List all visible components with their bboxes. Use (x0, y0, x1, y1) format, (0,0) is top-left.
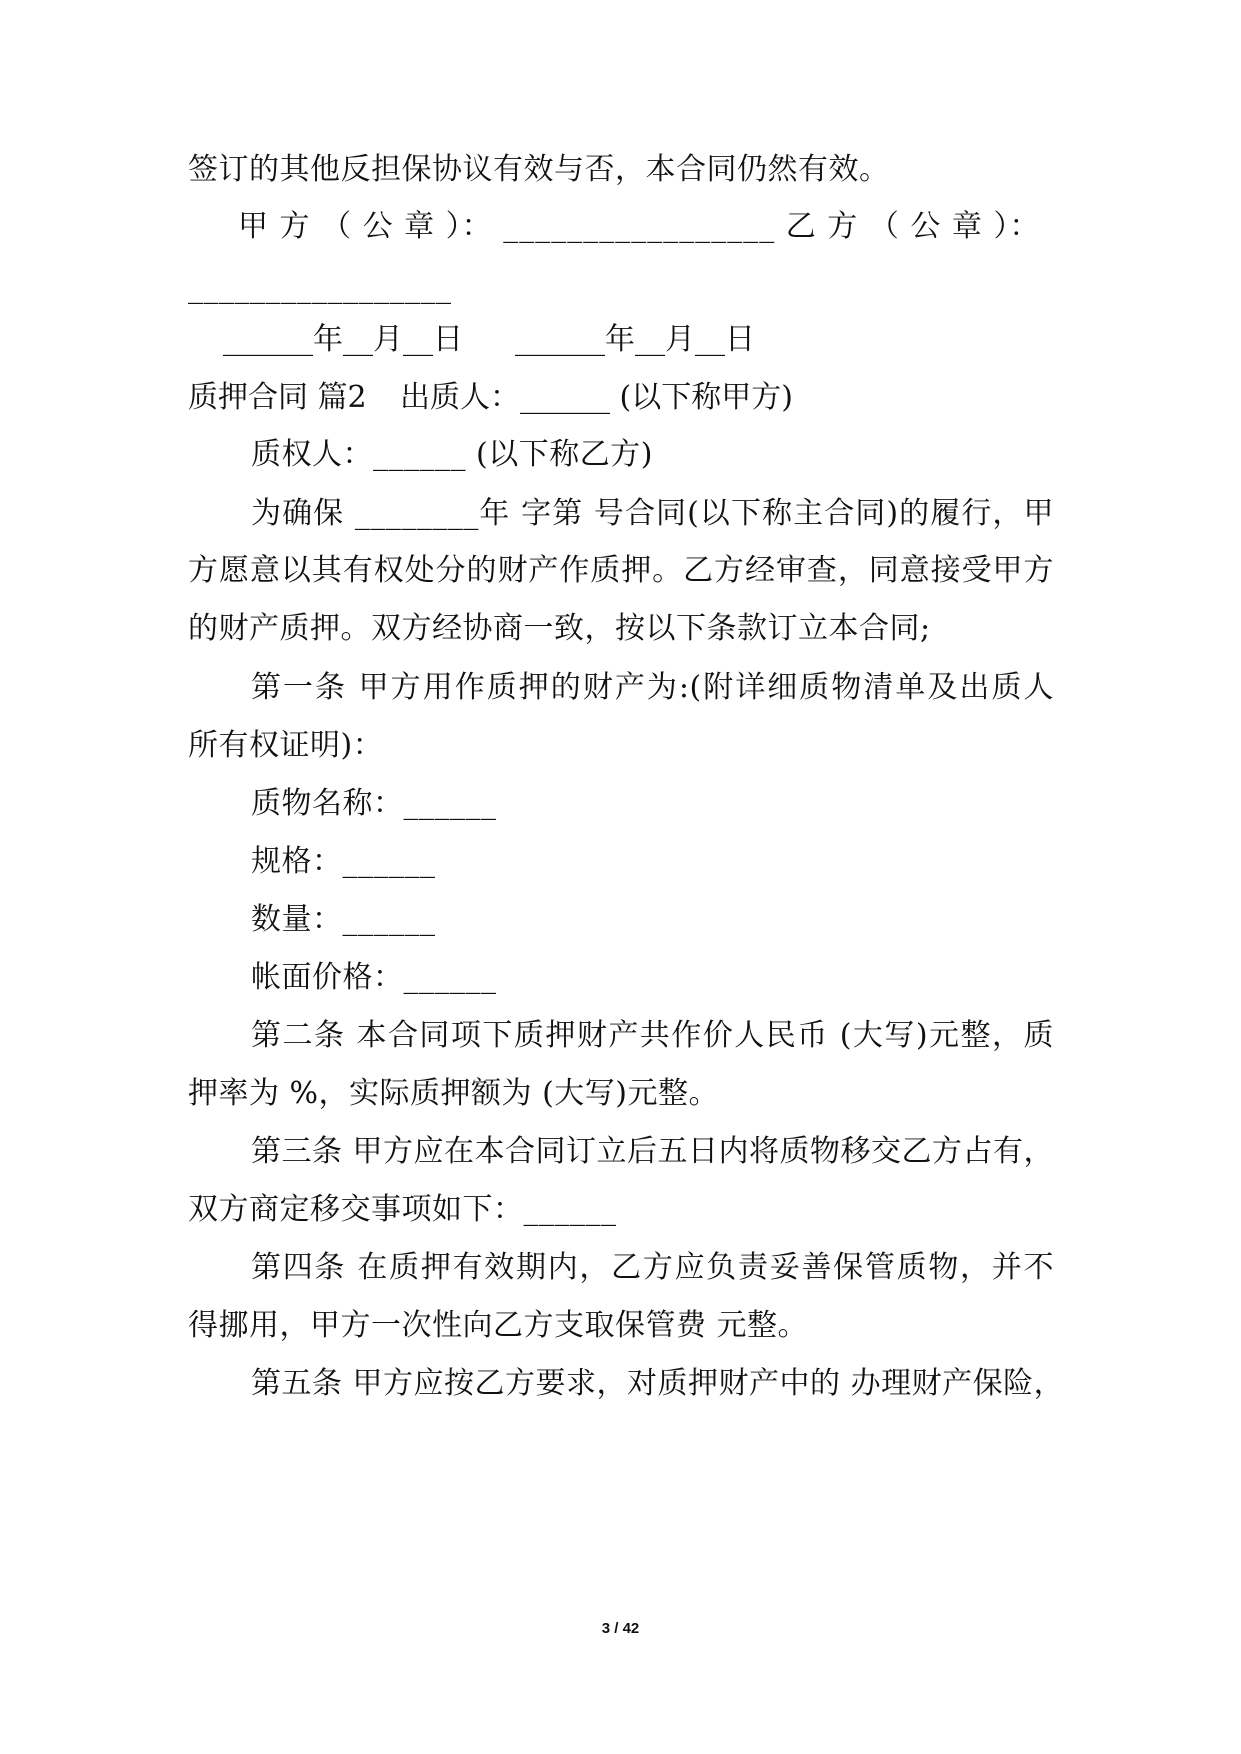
paragraph-line: 方愿意以其有权处分的财产作质押。乙方经审查，同意接受甲方 (188, 553, 1054, 588)
section-title: 质押合同 篇2 (188, 380, 367, 415)
clause-3-line: 双方商定移交事项如下：______ (188, 1192, 617, 1227)
date-party-a: ______年__月__日 (223, 322, 463, 357)
date-party-b: ______年__月__日 (515, 322, 755, 357)
clause-2-line: 押率为 %，实际质押额为 (大写)元整。 (188, 1076, 719, 1111)
pledgee-line: 质权人：______ (以下称乙方) (251, 437, 653, 472)
clause-2-line: 第二条 本合同项下质押财产共作价人民币 (大写)元整，质 (251, 1018, 1054, 1053)
paragraph-line: 签订的其他反担保协议有效与否，本合同仍然有效。 (188, 152, 890, 187)
book-value-field: 帐面价格：______ (251, 960, 497, 995)
clause-1-line: 第一条 甲方用作质押的财产为:(附详细质物清单及出质人 (251, 670, 1054, 705)
page-number: 3 / 42 (601, 1620, 640, 1637)
clause-4-line: 第四条 在质押有效期内，乙方应负责妥善保管质物，并不 (251, 1250, 1054, 1285)
paragraph-line: 为确保 ________年 字第 号合同(以下称主合同)的履行，甲 (251, 496, 1054, 531)
item-name-field: 质物名称：______ (251, 786, 497, 821)
clause-4-line: 得挪用，甲方一次性向乙方支取保管费 元整。 (188, 1308, 809, 1343)
signature-party-line: 甲 方 （ 公 章 ）： _________________ 乙 方 （ 公 章 ）： (238, 209, 1041, 244)
spec-field: 规格：______ (251, 844, 436, 879)
signature-blank-line: _________________ (188, 270, 452, 305)
clause-5-line: 第五条 甲方应按乙方要求，对质押财产中的 办理财产保险， (251, 1366, 1065, 1401)
clause-1-line: 所有权证明)： (188, 728, 384, 763)
quantity-field: 数量：______ (251, 902, 436, 937)
pledgor-line: 出质人：______ (以下称甲方) (400, 380, 793, 415)
clause-3-line: 第三条 甲方应在本合同订立后五日内将质物移交乙方占有， (251, 1134, 1055, 1169)
paragraph-line: 的财产质押。双方经协商一致，按以下条款订立本合同; (188, 611, 931, 646)
